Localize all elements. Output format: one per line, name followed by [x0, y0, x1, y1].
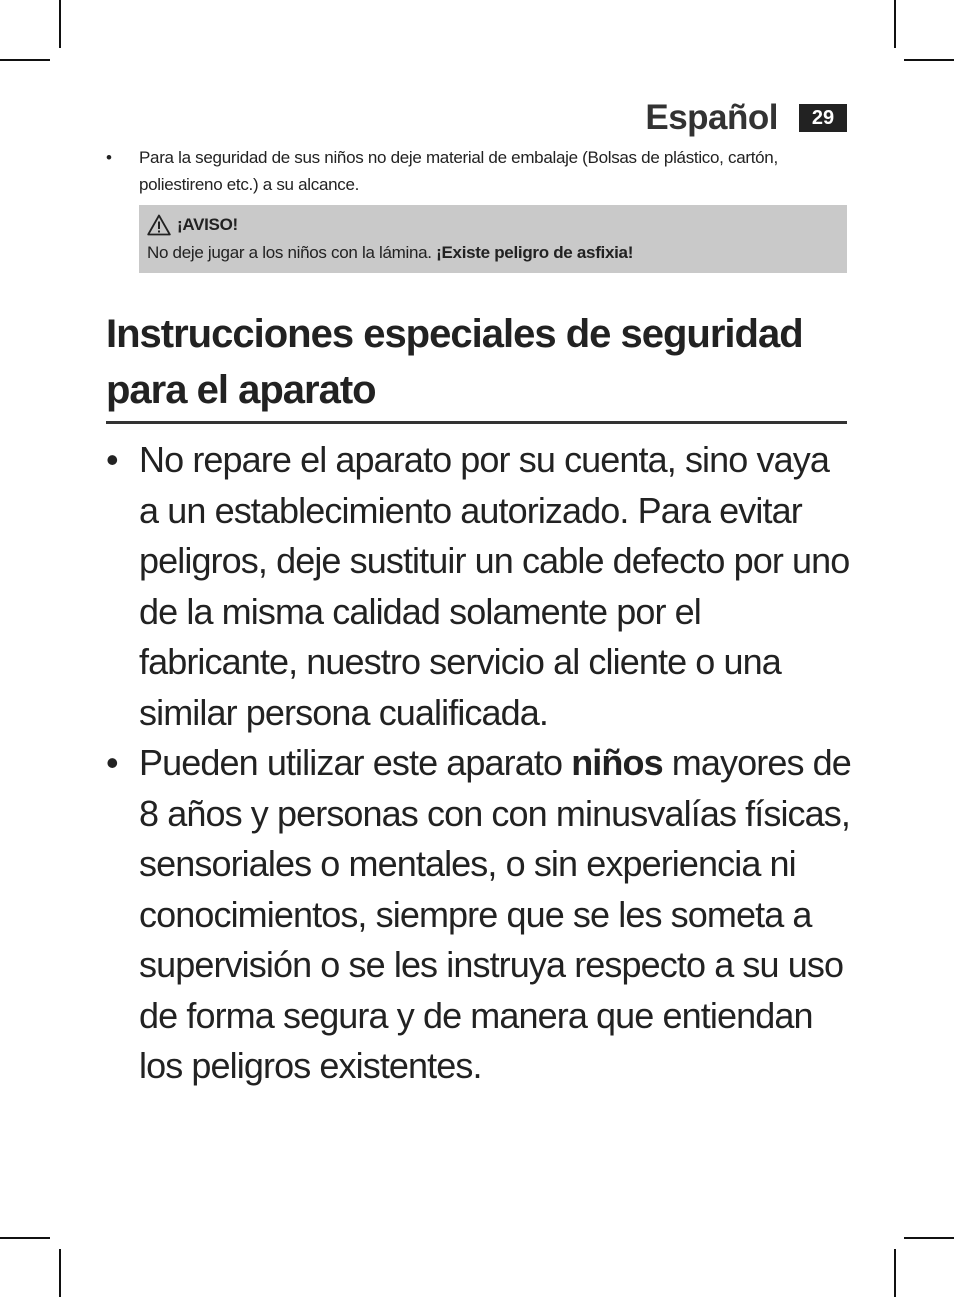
warning-header — [147, 211, 839, 239]
warning-box — [139, 205, 847, 273]
section-divider — [106, 421, 847, 424]
list-item — [106, 738, 851, 1092]
language-heading: Español — [645, 98, 778, 137]
crop-mark-bottom-right-vertical — [894, 1249, 896, 1297]
warning-body — [147, 239, 839, 267]
bullet-marker: • — [106, 148, 112, 167]
crop-mark-bottom-left-vertical — [59, 1249, 61, 1297]
warning-text: No deje jugar a los niños con la lámina. — [147, 243, 437, 262]
warning-triangle-icon — [147, 214, 171, 236]
list-item-text: No repare el aparato por su cuenta, sino vaya a un establecimiento autorizado. Para evitar peligros, deje sustituir un cable defecto por uno de la misma calidad solamente por el fabricante, nuestro servicio al cliente o una similar persona cualificada. — [139, 439, 850, 733]
bullet-marker: • — [106, 439, 118, 480]
crop-mark-bottom-left-horizontal — [0, 1237, 50, 1239]
warning-title: ¡AVISO! — [177, 215, 238, 234]
crop-mark-top-right-horizontal — [904, 59, 954, 61]
intro-bullet-text: Para la seguridad de sus niños no deje material de embalaje (Bolsas de plástico, cartón, poliestireno etc.) a su alcance. — [139, 148, 778, 194]
page-number-badge: 29 — [799, 104, 847, 132]
list-item-bold-word: niños — [571, 742, 663, 783]
bullet-marker: • — [106, 742, 118, 783]
crop-mark-top-left-horizontal — [0, 59, 50, 61]
intro-bullet — [106, 144, 846, 198]
list-item-text-before: Pueden utilizar este aparato — [139, 742, 572, 783]
crop-mark-top-right-vertical — [894, 0, 896, 48]
section-title: Instrucciones especiales de seguridad para el aparato — [106, 312, 803, 412]
crop-mark-top-left-vertical — [59, 0, 61, 48]
safety-bullet-list — [106, 435, 851, 1092]
list-item — [106, 435, 851, 738]
crop-mark-bottom-right-horizontal — [904, 1237, 954, 1239]
warning-emphasis: ¡Existe peligro de asfixia! — [436, 243, 634, 262]
list-item-text-after: mayores de 8 años y personas con con minusvalías físicas, sensoriales o mentales, o sin experiencia ni conocimientos, siempre que se les someta a supervisión o se les instruya respecto a su uso de forma segura y de manera que entiendan los peligros existentes. — [139, 742, 851, 1086]
